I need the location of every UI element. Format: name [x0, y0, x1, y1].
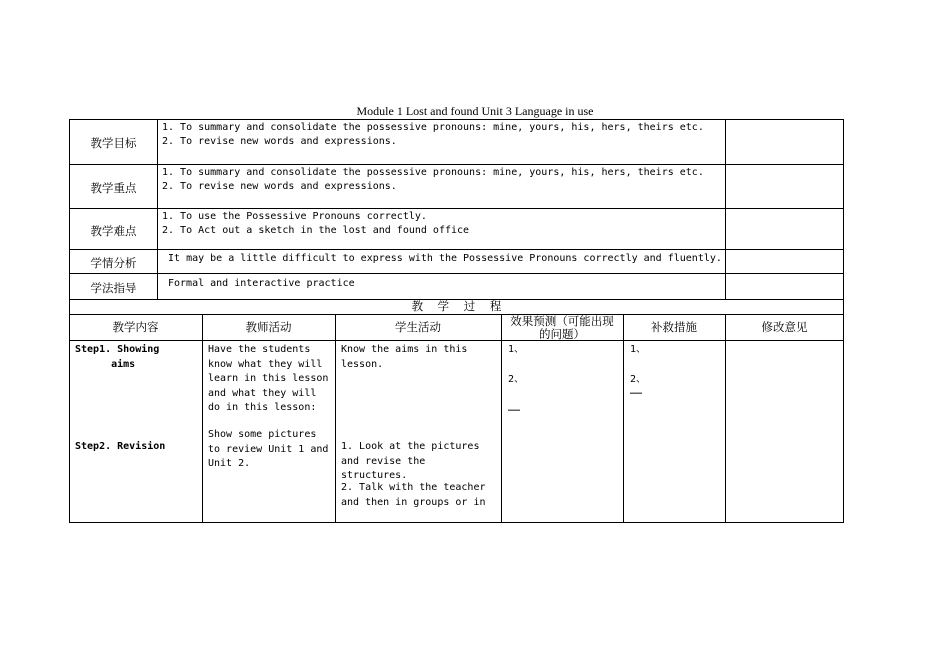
objectives-line-2: 2. To revise new words and expressions.: [162, 136, 397, 147]
divider: [501, 314, 502, 523]
column-header-teacher: 教师活动: [245, 320, 292, 334]
divider: [69, 340, 844, 341]
process-heading: 教 学 过 程: [411, 299, 502, 313]
divider: [725, 314, 726, 523]
analysis-label: 学情分析: [90, 256, 137, 270]
effect-item-3: ……: [508, 403, 521, 414]
remedy-item-2: 2、: [630, 374, 647, 385]
key-points-label: 教学重点: [90, 181, 137, 195]
divider: [69, 164, 844, 165]
difficulties-line-1: 1. To use the Possessive Pronouns correctly.: [162, 211, 427, 222]
column-header-student: 学生活动: [395, 320, 441, 334]
analysis-text: It may be a little difficult to express with the Possessive Pronouns correctly and fluently.: [162, 253, 722, 264]
divider: [202, 314, 203, 523]
difficulties-label: 教学难点: [90, 224, 137, 238]
page-title: Module 1 Lost and found Unit 3 Language in use: [356, 104, 594, 118]
student-activity-3: 2. Talk with the teacher and then in groups or in: [341, 482, 486, 508]
column-header-content: 教学内容: [112, 320, 159, 334]
remedy-item-1: 1、: [630, 344, 647, 355]
student-activity-2: 1. Look at the pictures and revise the structures.: [341, 441, 480, 481]
step2-label: Step2. Revision: [75, 441, 166, 452]
key-points-line-1: 1. To summary and consolidate the possessive pronouns: mine, yours, his, hers, theirs etc.: [162, 167, 704, 178]
divider: [69, 208, 844, 209]
column-header-remedy: 补救措施: [651, 320, 697, 334]
key-points-line-2: 2. To revise new words and expressions.: [162, 181, 397, 192]
guidance-text: Formal and interactive practice: [168, 278, 355, 289]
column-header-effect: 效果预测（可能出现的问题）: [510, 314, 614, 341]
effect-item-1: 1、: [508, 344, 525, 355]
column-header-revision: 修改意见: [761, 320, 808, 334]
divider: [69, 273, 844, 274]
divider: [335, 314, 336, 523]
teacher-activity-1: Have the students know what they will learn in this lesson and what they will do in this lesson:: [208, 344, 329, 413]
guidance-label: 学法指导: [90, 281, 137, 295]
objectives-label: 教学目标: [90, 136, 137, 150]
divider: [623, 314, 624, 523]
teacher-activity-2: Show some pictures to review Unit 1 and Unit 2.: [208, 429, 329, 469]
effect-item-2: 2、: [508, 374, 525, 385]
step1-label: Step1. Showing aims: [75, 344, 160, 370]
divider: [69, 249, 844, 250]
objectives-line-1: 1. To summary and consolidate the possessive pronouns: mine, yours, his, hers, theirs etc.: [162, 122, 704, 133]
remedy-item-3: ……: [630, 386, 643, 397]
student-activity-1: Know the aims in this lesson.: [341, 344, 468, 370]
difficulties-line-2: 2. To Act out a sketch in the lost and found office: [162, 225, 470, 236]
